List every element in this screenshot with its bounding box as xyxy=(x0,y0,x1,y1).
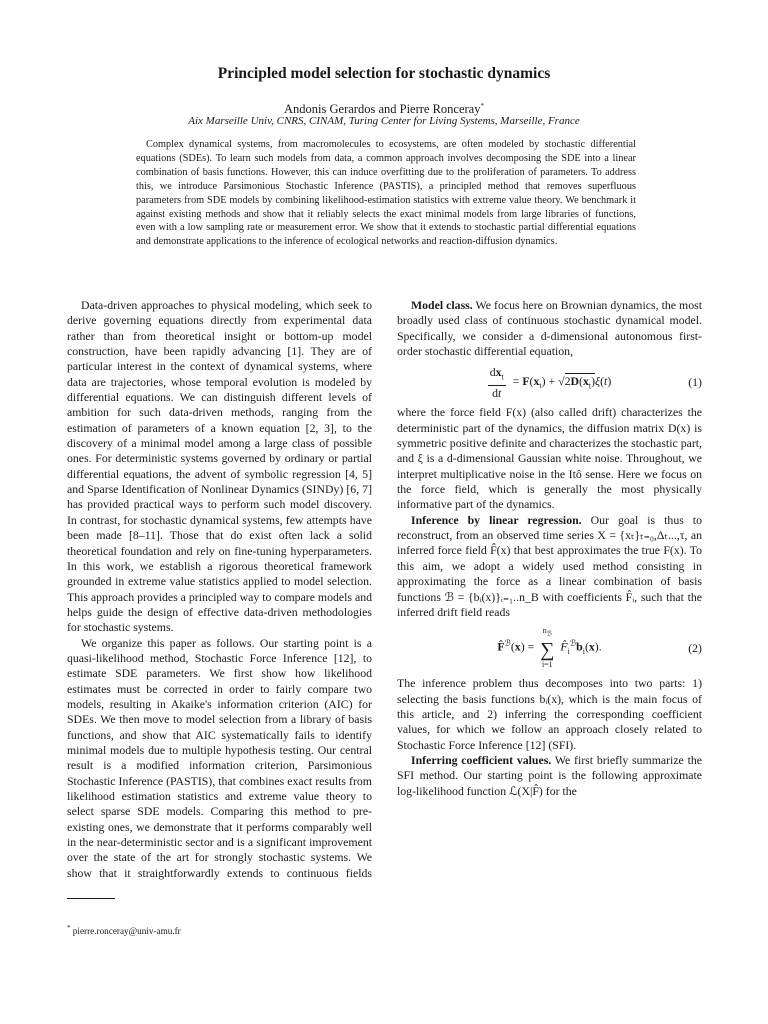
equation-2-number: (2) xyxy=(688,640,702,655)
model-class-text: We focus here on Brownian dynamics, the most broadly used class of continuous stochastic dynamical model. Specifically, we consider a d-dimensional autonomous first-order stochastic differential equation, xyxy=(397,298,702,359)
paper-title: Principled model selection for stochastic dynamics xyxy=(217,65,551,82)
inferring-coefficients-paragraph xyxy=(397,753,702,799)
model-class-description: where the force field F(x) (also called drift) characterizes the deterministic part of the dynamics, the diffusion matrix D(x) is symmetric positive definite and characterizes the stochastic part, and ξ is a d-dimensional Gaussian white noise. Throughout, we interpret multiplicative noise in the Itô sense. Here we focus on the force field, which is generally the most physically informative part of the dynamics. xyxy=(397,405,702,512)
linear-regression-heading: Inference by linear regression. xyxy=(411,512,582,527)
author-names: Andonis Gerardos and Pierre Ronceray xyxy=(284,102,481,117)
model-class-paragraph xyxy=(397,298,702,359)
footnote-email: pierre.ronceray@univ-amu.fr xyxy=(72,926,181,937)
right-column xyxy=(397,298,702,1004)
footnote xyxy=(67,922,367,937)
equation-1-number: (1) xyxy=(688,374,702,389)
intro-paragraph-1: Data-driven approaches to physical modeling, which seek to derive governing equations directly from experimental data rather than from theoretical insight or bottom-up model construction, have been rapidly advancing [1]. They are of particular interest in the context of dynamical systems, where data are trajectories, whose temporal evolution is modeled by differential equations. We can distinguish different levels of ambition for such data-driven methods, ranging from the estimation of parameters of a known equation [2, 3], to the discovery of a minimal model among a large class of possible ones. For deterministic systems governed by ordinary or partial differential equations, the advent of symbolic regression [4, 5] and Sparse Identification of Nonlinear Dynamics (SINDy) [6, 7] has provided practical ways to perform such model discovery. In contrast, for stochastic dynamical systems, few attempts have been made [8–11]. Those that do exist often lack a solid theoretical foundation and rely on fine-tuning hyperparameters. In this work, we establish a rigorous theoretical framework grounded in extreme value statistics applied to model selection. This approach provides a principled way to compare models and helps guide the design of effective data-driven methodologies for stochastic systems. xyxy=(67,298,372,635)
author-footnote-mark: * xyxy=(480,102,484,110)
model-class-heading: Model class. xyxy=(411,298,473,312)
footnote-mark: * xyxy=(67,924,71,932)
abstract: Complex dynamical systems, from macromolecules to ecosystems, are often modeled by stochastic differential equations (SDEs). To learn such models from data, a common approach involves decomposing the SDE into a linear combination of basis functions. However, this can induce overfitting due to the proliferation of parameters. To address this, we introduce Parsimonious Stochastic Inference (PASTIS), a principled method that removes superfluous parameters from SDE models by combining likelihood-estimation statistics with extreme value theory. We benchmark it against existing methods and show that it reliably selects the exact minimal models from large libraries of functions, even with a low sampling rate or measurement error. We show that it extends to stochastic partial differential equations and demonstrate applications to the inference of ecological networks and reaction-diffusion dynamics. xyxy=(136,139,636,248)
linear-regression-paragraph xyxy=(397,513,702,620)
linear-regression-text: Our goal is thus to reconstruct, from an observed time series X = {xₜ}ₜ₌₀,Δₜ...,τ, an inferred force field F̂(x) that best approximates the true F(x). To this aim, we adopt a widely used method consisting in approximating the force as a linear combination of basis functions ℬ = {bᵢ(x)}ᵢ₌₁..n_B with coefficients F̂ᵢ, such that the inferred drift field reads xyxy=(397,512,702,619)
footnote-divider xyxy=(67,898,115,899)
equation-2: F̂$^ℬ$(x) = $n_ℬ$ ∑ i=1 $F̂_i^ℬb_i(x)$. (2) xyxy=(497,626,702,669)
inferring-coefficients-heading: Inferring coefficient values. xyxy=(411,752,552,767)
affiliation: Aix Marseille Univ, CNRS, CINAM, Turing Center for Living Systems, Marseille, France xyxy=(188,115,580,127)
inferring-coefficients-text: We first briefly summarize the SFI method. Our starting point is the following approximate log-likelihood function ℒ(X|F̂) for the xyxy=(397,752,702,798)
equation-1: $\frac{dx_t}{dt}$ = $F(x_t) + √2D(x_t)\xi(t)$ (1) xyxy=(489,365,702,400)
intro-paragraph-2: We organize this paper as follows. Our starting point is a quasi-likelihood method, Stochastic Force Inference [12], to estimate SDE parameters. We first show how likelihood estimates must be corrected in order to fairly compare two models, resulting in Akaike's information criterion (AIC) for SDEs. We then move to model selection from a library of basis functions, and show that AIC systematically fails to identify minimal models due to multiple hypothesis testing. Our central result is a modified information criterion, Parsimonious Stochastic Inference (PASTIS), that combines exact results from likelihood estimation statistics and extreme value theory to select sparse SDE models. Comparing this method to pre-existing ones, we demonstrate that it performs comparably well in the near-deterministic sector and is a significant improvement over the state of the art for strongly stochastic systems. We show that it straightforwardly extends to continuous fields xyxy=(67,635,372,880)
inference-decomposition-paragraph: The inference problem thus decomposes into two parts: 1) selecting the basis functions bᵢ(x), which is the main focus of this article, and 2) inferring the corresponding coefficient values, for which we follow an approach closely related to Stochastic Force Inference [12] (SFI). xyxy=(397,676,702,752)
left-column xyxy=(67,298,372,880)
